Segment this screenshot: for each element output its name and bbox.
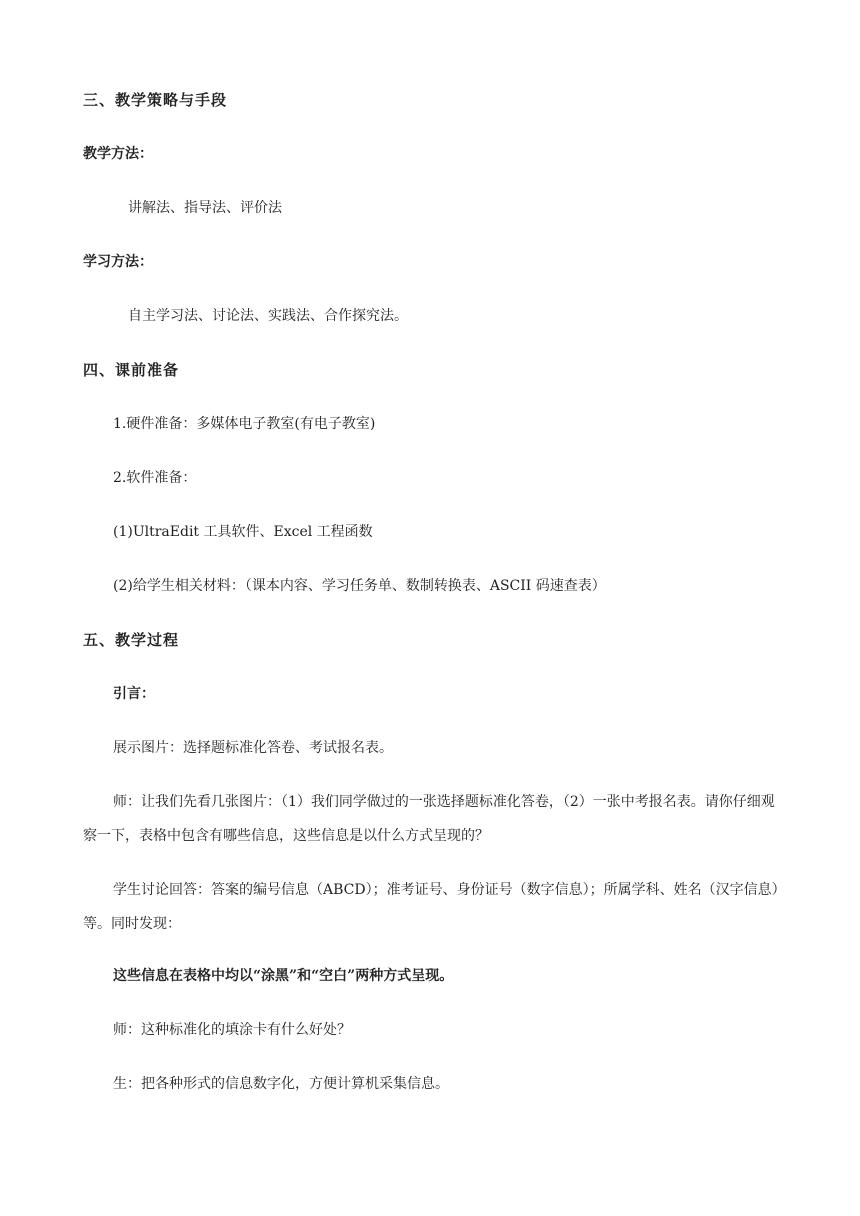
teaching-methods-text: 讲解法、指导法、评价法 xyxy=(128,200,282,216)
section-heading-strategy: 三、教学策略与手段 xyxy=(83,91,228,109)
students-discussion-paragraph: 学生讨论回答：答案的编号信息（ABCD）；准考证号、身份证号（数字信息）；所属学科、姓名（汉字信息）等。同时发现： xyxy=(83,882,779,932)
section-heading-preparation: 四、课前准备 xyxy=(83,361,180,379)
finding-emphasis: 这些信息在表格中均以“涂黑”和“空白”两种方式呈现。 xyxy=(113,968,454,984)
teacher-question-paragraph: 师：让我们先看几张图片：（1）我们同学做过的一张选择题标准化答卷，（2）一张中考报名表。请你仔细观察一下，表格中包含有哪些信息，这些信息是以什么方式呈现的？ xyxy=(83,794,775,844)
software-preparation-label: 2.软件准备： xyxy=(113,470,197,486)
software-item-2: (2)给学生相关材料：（课本内容、学习任务单、数制转换表、ASCII 码速查表） xyxy=(113,578,606,594)
show-pictures-text: 展示图片：选择题标准化答卷、考试报名表。 xyxy=(113,740,393,756)
section-heading-process: 五、教学过程 xyxy=(83,631,180,649)
software-item-1: (1)UltraEdit 工具软件、Excel 工程函数 xyxy=(113,524,373,540)
intro-label: 引言： xyxy=(113,686,155,702)
teacher-followup-question: 师：这种标准化的填涂卡有什么好处？ xyxy=(113,1022,351,1038)
learning-methods-text: 自主学习法、讨论法、实践法、合作探究法。 xyxy=(128,308,408,324)
learning-methods-label: 学习方法： xyxy=(83,254,153,270)
hardware-preparation: 1.硬件准备：多媒体电子教室(有电子教室) xyxy=(113,416,376,432)
student-answer: 生：把各种形式的信息数字化，方便计算机采集信息。 xyxy=(113,1076,449,1092)
teaching-methods-label: 教学方法： xyxy=(83,146,153,162)
